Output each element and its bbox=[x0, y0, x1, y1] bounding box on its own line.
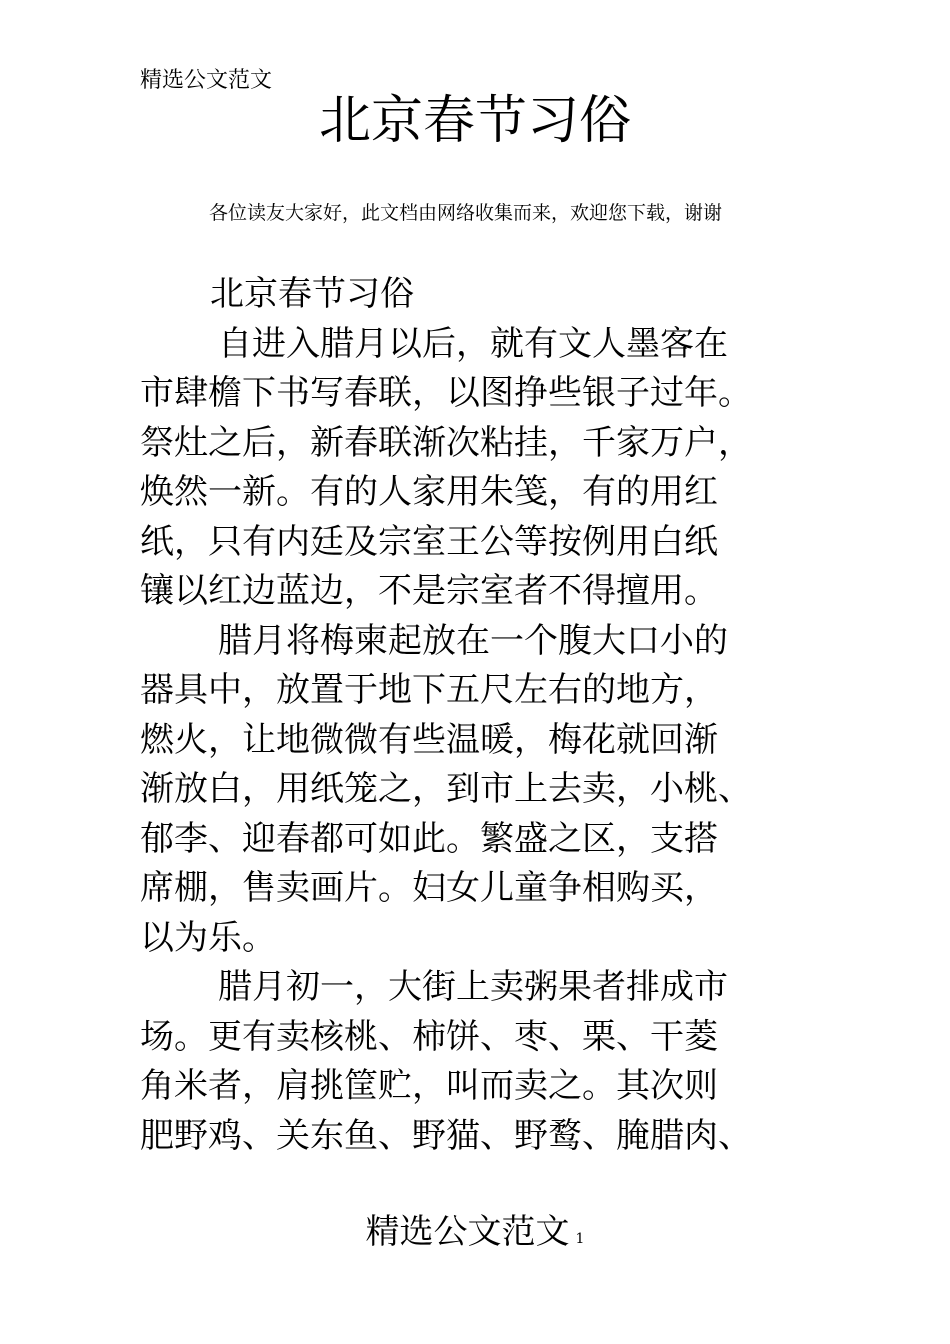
document-body bbox=[140, 270, 820, 1161]
paragraph-line: 焕然一新。有的人家用朱笺，有的用红 bbox=[140, 472, 718, 512]
paragraph-line: 场。更有卖核桃、柿饼、枣、栗、干菱 bbox=[140, 1016, 718, 1057]
paragraph-line: 以为乐。 bbox=[140, 917, 276, 958]
document-title: 北京春节习俗 bbox=[318, 91, 631, 151]
intro-note: 各位读友大家好，此文档由网络收集而来，欢迎您下载，谢谢 bbox=[209, 202, 723, 224]
section-heading: 北京春节习俗 bbox=[210, 274, 414, 314]
paragraph-line: 腊月将梅柬起放在一个腹大口小的 bbox=[218, 620, 728, 661]
header-label: 精选公文范文 bbox=[140, 68, 273, 93]
paragraph-line: 渐放白，用纸笼之，到市上去卖，小桃、 bbox=[140, 769, 752, 809]
paragraph-line: 席棚，售卖画片。妇女儿童争相购买， bbox=[140, 868, 718, 908]
paragraph-line: 肥野鸡、关东鱼、野猫、野鹜、腌腊肉、 bbox=[140, 1115, 752, 1156]
paragraph-line: 器具中，放置于地下五尺左右的地方， bbox=[140, 670, 718, 710]
paragraph-line: 纸，只有内廷及宗室王公等按例用白纸 bbox=[140, 521, 718, 562]
footer-label: 精选公文范文 bbox=[365, 1212, 570, 1252]
paragraph-line: 祭灶之后，新春联渐次粘挂，千家万户， bbox=[140, 422, 752, 463]
paragraph-line: 市肆檐下书写春联，以图挣些银子过年。 bbox=[140, 373, 752, 413]
page-number: 1 bbox=[575, 1231, 585, 1247]
paragraph-line: 镶以红边蓝边，不是宗室者不得擅用。 bbox=[140, 571, 718, 611]
paragraph-line: 自进入腊月以后，就有文人墨客在 bbox=[218, 323, 728, 364]
page-footer bbox=[0, 1208, 950, 1263]
paragraph-line: 腊月初一，大街上卖粥果者排成市 bbox=[218, 967, 728, 1007]
paragraph-line: 郁李、迎春都可如此。繁盛之区，支搭 bbox=[140, 818, 718, 859]
paragraph-line: 燃火，让地微微有些温暖，梅花就回渐 bbox=[140, 719, 718, 760]
paragraph-line: 角米者，肩挑筐贮，叫而卖之。其次则 bbox=[140, 1066, 718, 1106]
